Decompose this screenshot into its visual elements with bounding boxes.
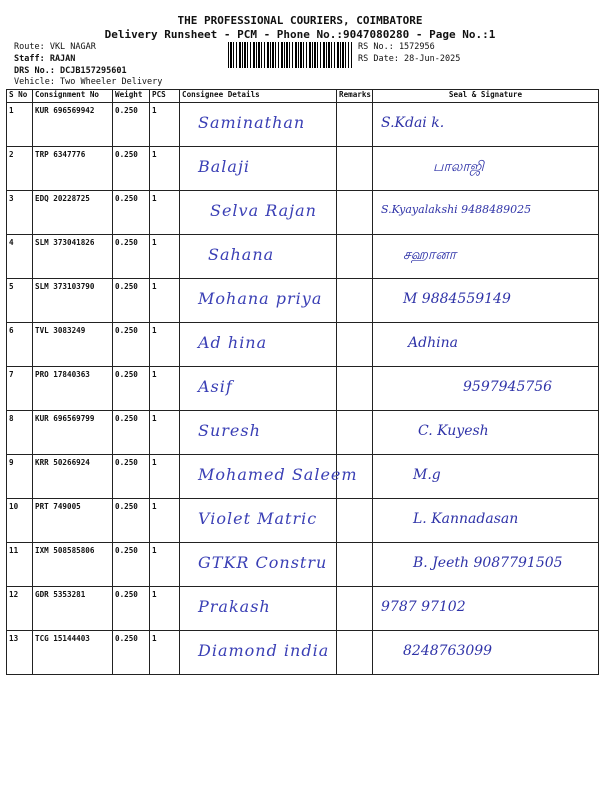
cell-consignee: [180, 323, 337, 367]
cell-remarks: [337, 499, 373, 543]
cell-signature: [373, 543, 599, 587]
cell-signature: [373, 455, 599, 499]
table-row: [7, 323, 599, 367]
cell-sno: 2: [7, 147, 33, 191]
cell-weight: 0.250: [113, 631, 150, 675]
cell-signature: [373, 103, 599, 147]
handwritten-signature: M 9884559149: [403, 291, 511, 307]
cell-consignment: KUR 696569942: [33, 103, 113, 147]
cell-sno: 3: [7, 191, 33, 235]
cell-weight: 0.250: [113, 323, 150, 367]
runsheet-table: [6, 89, 599, 675]
table-row: [7, 191, 599, 235]
cell-consignee: [180, 411, 337, 455]
cell-weight: 0.250: [113, 279, 150, 323]
table-row: [7, 455, 599, 499]
barcode: [228, 42, 352, 68]
table-row: [7, 279, 599, 323]
handwritten-name: Mohamed Saleem: [198, 465, 358, 484]
cell-signature: [373, 631, 599, 675]
handwritten-name: GTKR Constru: [198, 553, 328, 572]
handwritten-signature: M.g: [413, 467, 441, 483]
cell-pcs: 1: [150, 147, 180, 191]
col-pcs: PCS: [150, 90, 180, 103]
handwritten-signature: S.Kyayalakshi 9488489025: [381, 203, 532, 216]
handwritten-name: Diamond india: [198, 641, 330, 660]
cell-signature: [373, 147, 599, 191]
cell-consignee: [180, 455, 358, 499]
cell-pcs: 1: [150, 631, 180, 675]
staff-label: Staff: RAJAN: [14, 54, 76, 64]
cell-remarks: [337, 103, 373, 147]
cell-weight: 0.250: [113, 587, 150, 631]
cell-signature: [373, 323, 599, 367]
handwritten-name: Asif: [198, 377, 233, 396]
cell-signature: [373, 499, 599, 543]
table-row: [7, 103, 599, 147]
cell-consignment: SLM 373103790: [33, 279, 113, 323]
cell-consignment: PRO 17840363: [33, 367, 113, 411]
handwritten-signature: 8248763099: [403, 643, 493, 659]
cell-sno: 13: [7, 631, 33, 675]
table-row: [7, 631, 599, 675]
handwritten-signature: S.Kdai k.: [381, 115, 445, 131]
handwritten-name: Sahana: [208, 245, 275, 264]
cell-remarks: [337, 191, 373, 235]
cell-consignee: [180, 147, 337, 191]
cell-remarks: [337, 543, 373, 587]
col-signature: Seal & Signature: [373, 90, 599, 103]
cell-consignee: [180, 367, 337, 411]
cell-sno: 1: [7, 103, 33, 147]
col-weight: Weight: [113, 90, 150, 103]
handwritten-name: Suresh: [198, 421, 261, 440]
cell-consignment: TCG 15144403: [33, 631, 113, 675]
cell-consignment: KRR 50266924: [33, 455, 113, 499]
cell-pcs: 1: [150, 235, 180, 279]
cell-sno: 6: [7, 323, 33, 367]
cell-consignee: [180, 499, 337, 543]
handwritten-signature: L. Kannadasan: [413, 511, 519, 527]
cell-remarks: [337, 323, 373, 367]
table-row: [7, 235, 599, 279]
cell-consignment: TRP 6347776: [33, 147, 113, 191]
table-header-row: [7, 90, 599, 103]
cell-sno: 11: [7, 543, 33, 587]
cell-pcs: 1: [150, 191, 180, 235]
cell-consignee: [180, 235, 337, 279]
cell-weight: 0.250: [113, 411, 150, 455]
cell-signature: [373, 367, 599, 411]
handwritten-signature: பாலாஜி: [433, 159, 484, 175]
cell-consignee: [180, 191, 337, 235]
cell-signature: [373, 191, 599, 235]
cell-sno: 4: [7, 235, 33, 279]
cell-consignee: [180, 279, 337, 323]
handwritten-name: Violet Matric: [198, 509, 318, 528]
cell-remarks: [337, 147, 373, 191]
cell-weight: 0.250: [113, 191, 150, 235]
table-row: [7, 147, 599, 191]
cell-sno: 7: [7, 367, 33, 411]
cell-sno: 12: [7, 587, 33, 631]
cell-pcs: 1: [150, 323, 180, 367]
cell-signature: [373, 411, 599, 455]
cell-sno: 5: [7, 279, 33, 323]
cell-weight: 0.250: [113, 235, 150, 279]
cell-remarks: [337, 367, 373, 411]
table-row: [7, 587, 599, 631]
cell-remarks: [337, 631, 373, 675]
cell-consignment: PRT 749005: [33, 499, 113, 543]
handwritten-name: Selva Rajan: [210, 201, 317, 220]
cell-signature: [373, 235, 599, 279]
cell-pcs: 1: [150, 103, 180, 147]
cell-pcs: 1: [150, 279, 180, 323]
cell-weight: 0.250: [113, 367, 150, 411]
cell-consignee: [180, 587, 337, 631]
cell-weight: 0.250: [113, 543, 150, 587]
cell-consignment: TVL 3083249: [33, 323, 113, 367]
handwritten-signature: சஹானா: [403, 247, 457, 263]
cell-remarks: [337, 235, 373, 279]
cell-consignment: KUR 696569799: [33, 411, 113, 455]
handwritten-signature: 9597945756: [463, 379, 553, 395]
handwritten-signature: Adhina: [408, 335, 458, 351]
rs-number: RS No.: 1572956: [358, 42, 435, 52]
cell-pcs: 1: [150, 587, 180, 631]
cell-consignee: [180, 103, 337, 147]
cell-weight: 0.250: [113, 103, 150, 147]
cell-consignment: SLM 373041826: [33, 235, 113, 279]
handwritten-name: Mohana priya: [198, 289, 323, 308]
col-remarks: Remarks: [337, 90, 373, 103]
cell-consignment: IXM 508585806: [33, 543, 113, 587]
handwritten-signature: B. Jeeth 9087791505: [413, 555, 563, 571]
cell-consignment: GDR 5353281: [33, 587, 113, 631]
cell-consignee: [180, 631, 337, 675]
table-row: [7, 543, 599, 587]
handwritten-name: Saminathan: [198, 113, 306, 132]
cell-consignee: [180, 543, 337, 587]
cell-consignment: EDQ 20228725: [33, 191, 113, 235]
drs-label: DRS No.: DCJB157295601: [14, 66, 127, 76]
cell-weight: 0.250: [113, 499, 150, 543]
col-consignee: Consignee Details: [180, 90, 337, 103]
cell-sno: 10: [7, 499, 33, 543]
handwritten-name: Prakash: [198, 597, 271, 616]
rs-date: RS Date: 28-Jun-2025: [358, 54, 461, 64]
cell-pcs: 1: [150, 367, 180, 411]
col-consignment: Consignment No: [33, 90, 113, 103]
handwritten-name: Balaji: [198, 157, 251, 176]
col-sno: S No: [7, 90, 33, 103]
cell-pcs: 1: [150, 411, 180, 455]
table-row: [7, 367, 599, 411]
handwritten-signature: C. Kuyesh: [418, 423, 489, 439]
table-row: [7, 411, 599, 455]
cell-weight: 0.250: [113, 455, 150, 499]
handwritten-signature: 9787 97102: [381, 599, 466, 615]
cell-signature: [373, 587, 599, 631]
cell-pcs: 1: [150, 455, 180, 499]
cell-remarks: [337, 587, 373, 631]
cell-pcs: 1: [150, 499, 180, 543]
cell-signature: [373, 279, 599, 323]
runsheet-subtitle: Delivery Runsheet - PCM - Phone No.:9047080280 - Page No.:1: [104, 28, 496, 41]
cell-pcs: 1: [150, 543, 180, 587]
company-title: THE PROFESSIONAL COURIERS, COIMBATORE: [177, 14, 423, 27]
vehicle-label: Vehicle: Two Wheeler Delivery: [14, 77, 163, 87]
cell-remarks: [337, 279, 373, 323]
cell-sno: 9: [7, 455, 33, 499]
route-label: Route: VKL NAGAR: [14, 42, 96, 52]
table-row: [7, 499, 599, 543]
cell-remarks: [337, 411, 373, 455]
handwritten-name: Ad hina: [198, 333, 268, 352]
cell-sno: 8: [7, 411, 33, 455]
cell-weight: 0.250: [113, 147, 150, 191]
